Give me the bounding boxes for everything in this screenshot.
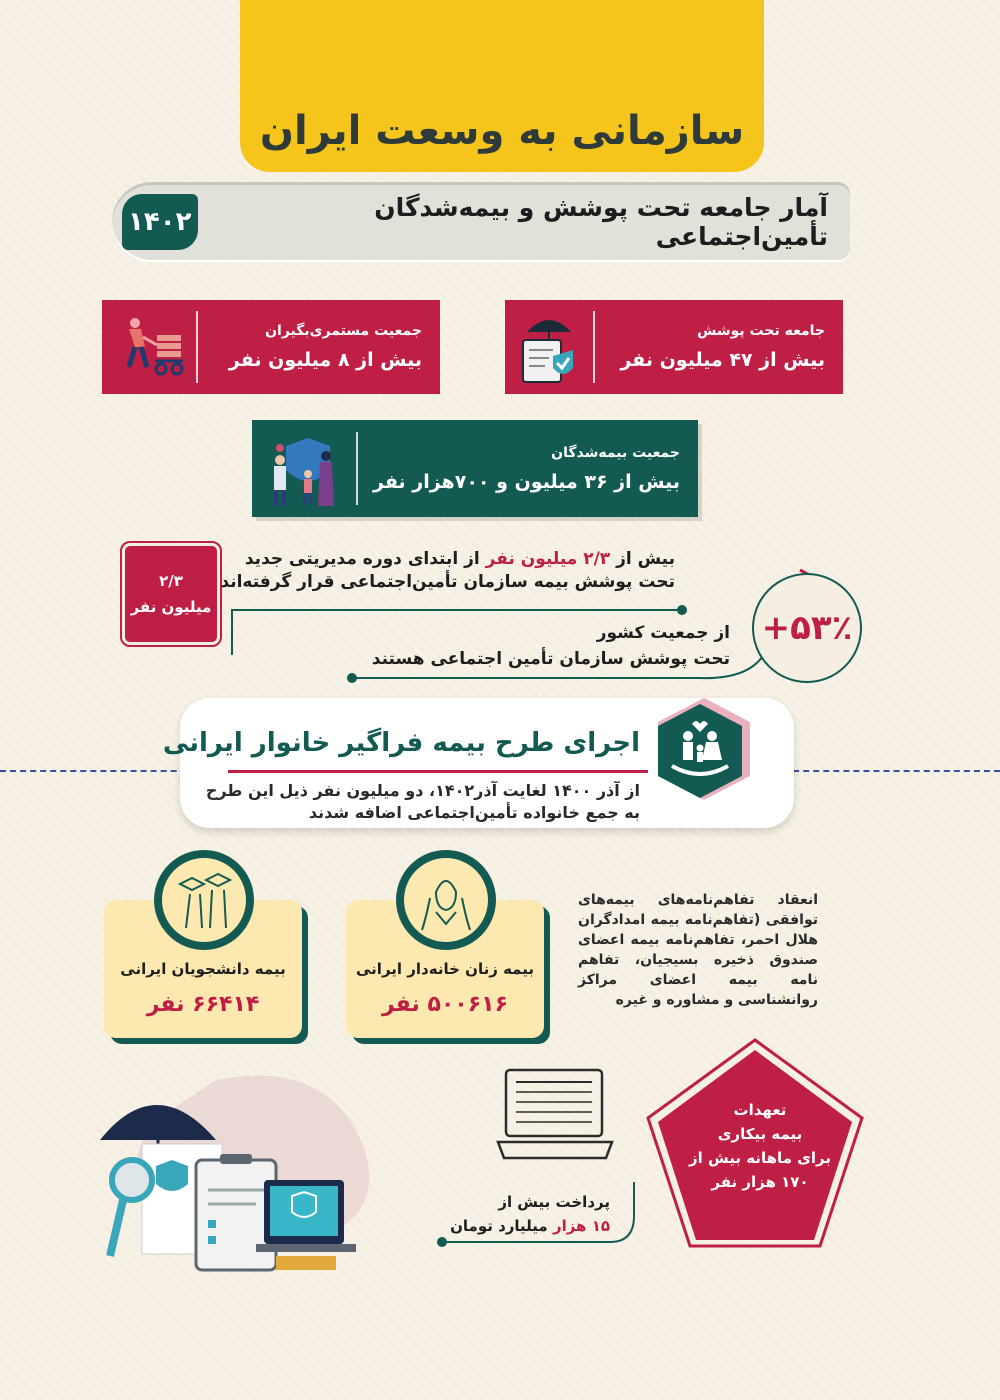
pensioners-label: جمعیت مستمری‌بگیران: [265, 323, 422, 339]
family-plan-desc-line1: از آذر ۱۴۰۰ لغایت آذر۱۴۰۲، دو میلیون نفر ذیل این طرح: [205, 781, 640, 800]
new-coverage-text: [215, 548, 675, 594]
family-plan-desc-line2: به جمع خانواده تأمین‌اجتماعی اضافه شدند: [308, 803, 640, 822]
card-divider: [356, 432, 358, 506]
unemployment-line4: ۱۷۰ هزار نفر: [711, 1173, 809, 1191]
graduation-caps-icon: [154, 850, 254, 950]
unemployment-line1: تعهدات: [733, 1101, 787, 1119]
payment-suffix: میلیارد تومان: [450, 1217, 548, 1235]
population-share-line1: از جمعیت کشور: [596, 623, 730, 643]
card-divider: [196, 311, 198, 382]
unemployment-line3: برای ماهانه بیش از: [689, 1149, 831, 1167]
housewives-value: ۵۰۰۶۱۶ نفر: [381, 992, 509, 1017]
unemployment-line2: بیمه بیکاری: [717, 1125, 803, 1143]
population-percent-circle: [752, 573, 862, 683]
housewife-icon: [396, 850, 496, 950]
population-percent: +۵۳٪: [761, 608, 853, 648]
students-label: بیمه دانشجویان ایرانی: [120, 960, 286, 978]
page-title: سازمانی به وسعت ایران: [259, 108, 745, 154]
covered-value: بیش از ۴۷ میلیون نفر: [620, 349, 825, 371]
covered-label: جامعه تحت پوشش: [697, 323, 825, 339]
pensioners-card: [102, 300, 440, 394]
agreements-text: انعقاد تفاهم‌نامه‌های بیمه‌های توافقی (تفاهم‌نامه بیمه امدادگران هلال احمر، تفاهم‌نامه بیمه اعضای صندوق ذخیره بسیجیان، تفاهم نامه بیمه اعضای مراکز روانشناسی و مشاوره و غیره: [578, 892, 818, 1008]
year-badge: ۱۴۰۲: [122, 194, 198, 250]
new-coverage-highlight: ۲/۳ میلیون نفر: [485, 549, 611, 569]
payment-highlight: ۱۵ هزار: [552, 1217, 610, 1235]
worker-cart-icon: [102, 300, 196, 394]
population-share-text: [310, 620, 730, 672]
covered-population-card: [505, 300, 843, 394]
family-plan-title: اجرای طرح بیمه فراگیر خانوار ایرانی: [162, 728, 640, 758]
new-coverage-suffix: از ابتدای دوره مدیریتی جدید: [244, 549, 480, 569]
students-value: ۶۶۴۱۴ نفر: [146, 992, 260, 1017]
insured-card: [252, 420, 698, 517]
insured-label: جمعیت بیمه‌شدگان: [551, 444, 680, 461]
badge-unit: میلیون نفر: [130, 598, 212, 616]
insurance-illustration: [96, 1070, 396, 1280]
new-coverage-prefix: بیش از: [616, 549, 675, 569]
new-coverage-badge: [122, 543, 220, 645]
payment-line1: پرداخت بیش از: [498, 1193, 610, 1211]
family-plan-desc: [200, 780, 640, 824]
family-shield-icon: [252, 420, 356, 517]
payment-text: [450, 1190, 610, 1238]
laptop-icon: [496, 1066, 614, 1166]
badge-number: ۲/۳: [159, 572, 183, 590]
pensioners-value: بیش از ۸ میلیون نفر: [228, 349, 422, 371]
family-hand-icon: [648, 696, 752, 806]
title-banner: [240, 0, 764, 172]
unemployment-text: [680, 1098, 840, 1194]
insured-value: بیش از ۳۶ میلیون و ۷۰۰هزار نفر: [373, 470, 680, 493]
family-plan-underline: [228, 770, 648, 773]
new-coverage-line2: تحت پوشش بیمه سازمان تأمین‌اجتماعی قرار گرفته‌اند: [220, 572, 675, 592]
housewives-label: بیمه زنان خانه‌دار ایرانی: [356, 960, 534, 978]
card-divider: [593, 311, 595, 382]
subtitle-banner: [112, 182, 850, 262]
population-share-line2: تحت پوشش سازمان تأمین اجتماعی هستند: [371, 649, 730, 669]
insurance-document-icon: [505, 300, 593, 394]
subtitle-text: آمار جامعه تحت پوشش و بیمه‌شدگان تأمین‌اجتماعی: [374, 193, 828, 251]
